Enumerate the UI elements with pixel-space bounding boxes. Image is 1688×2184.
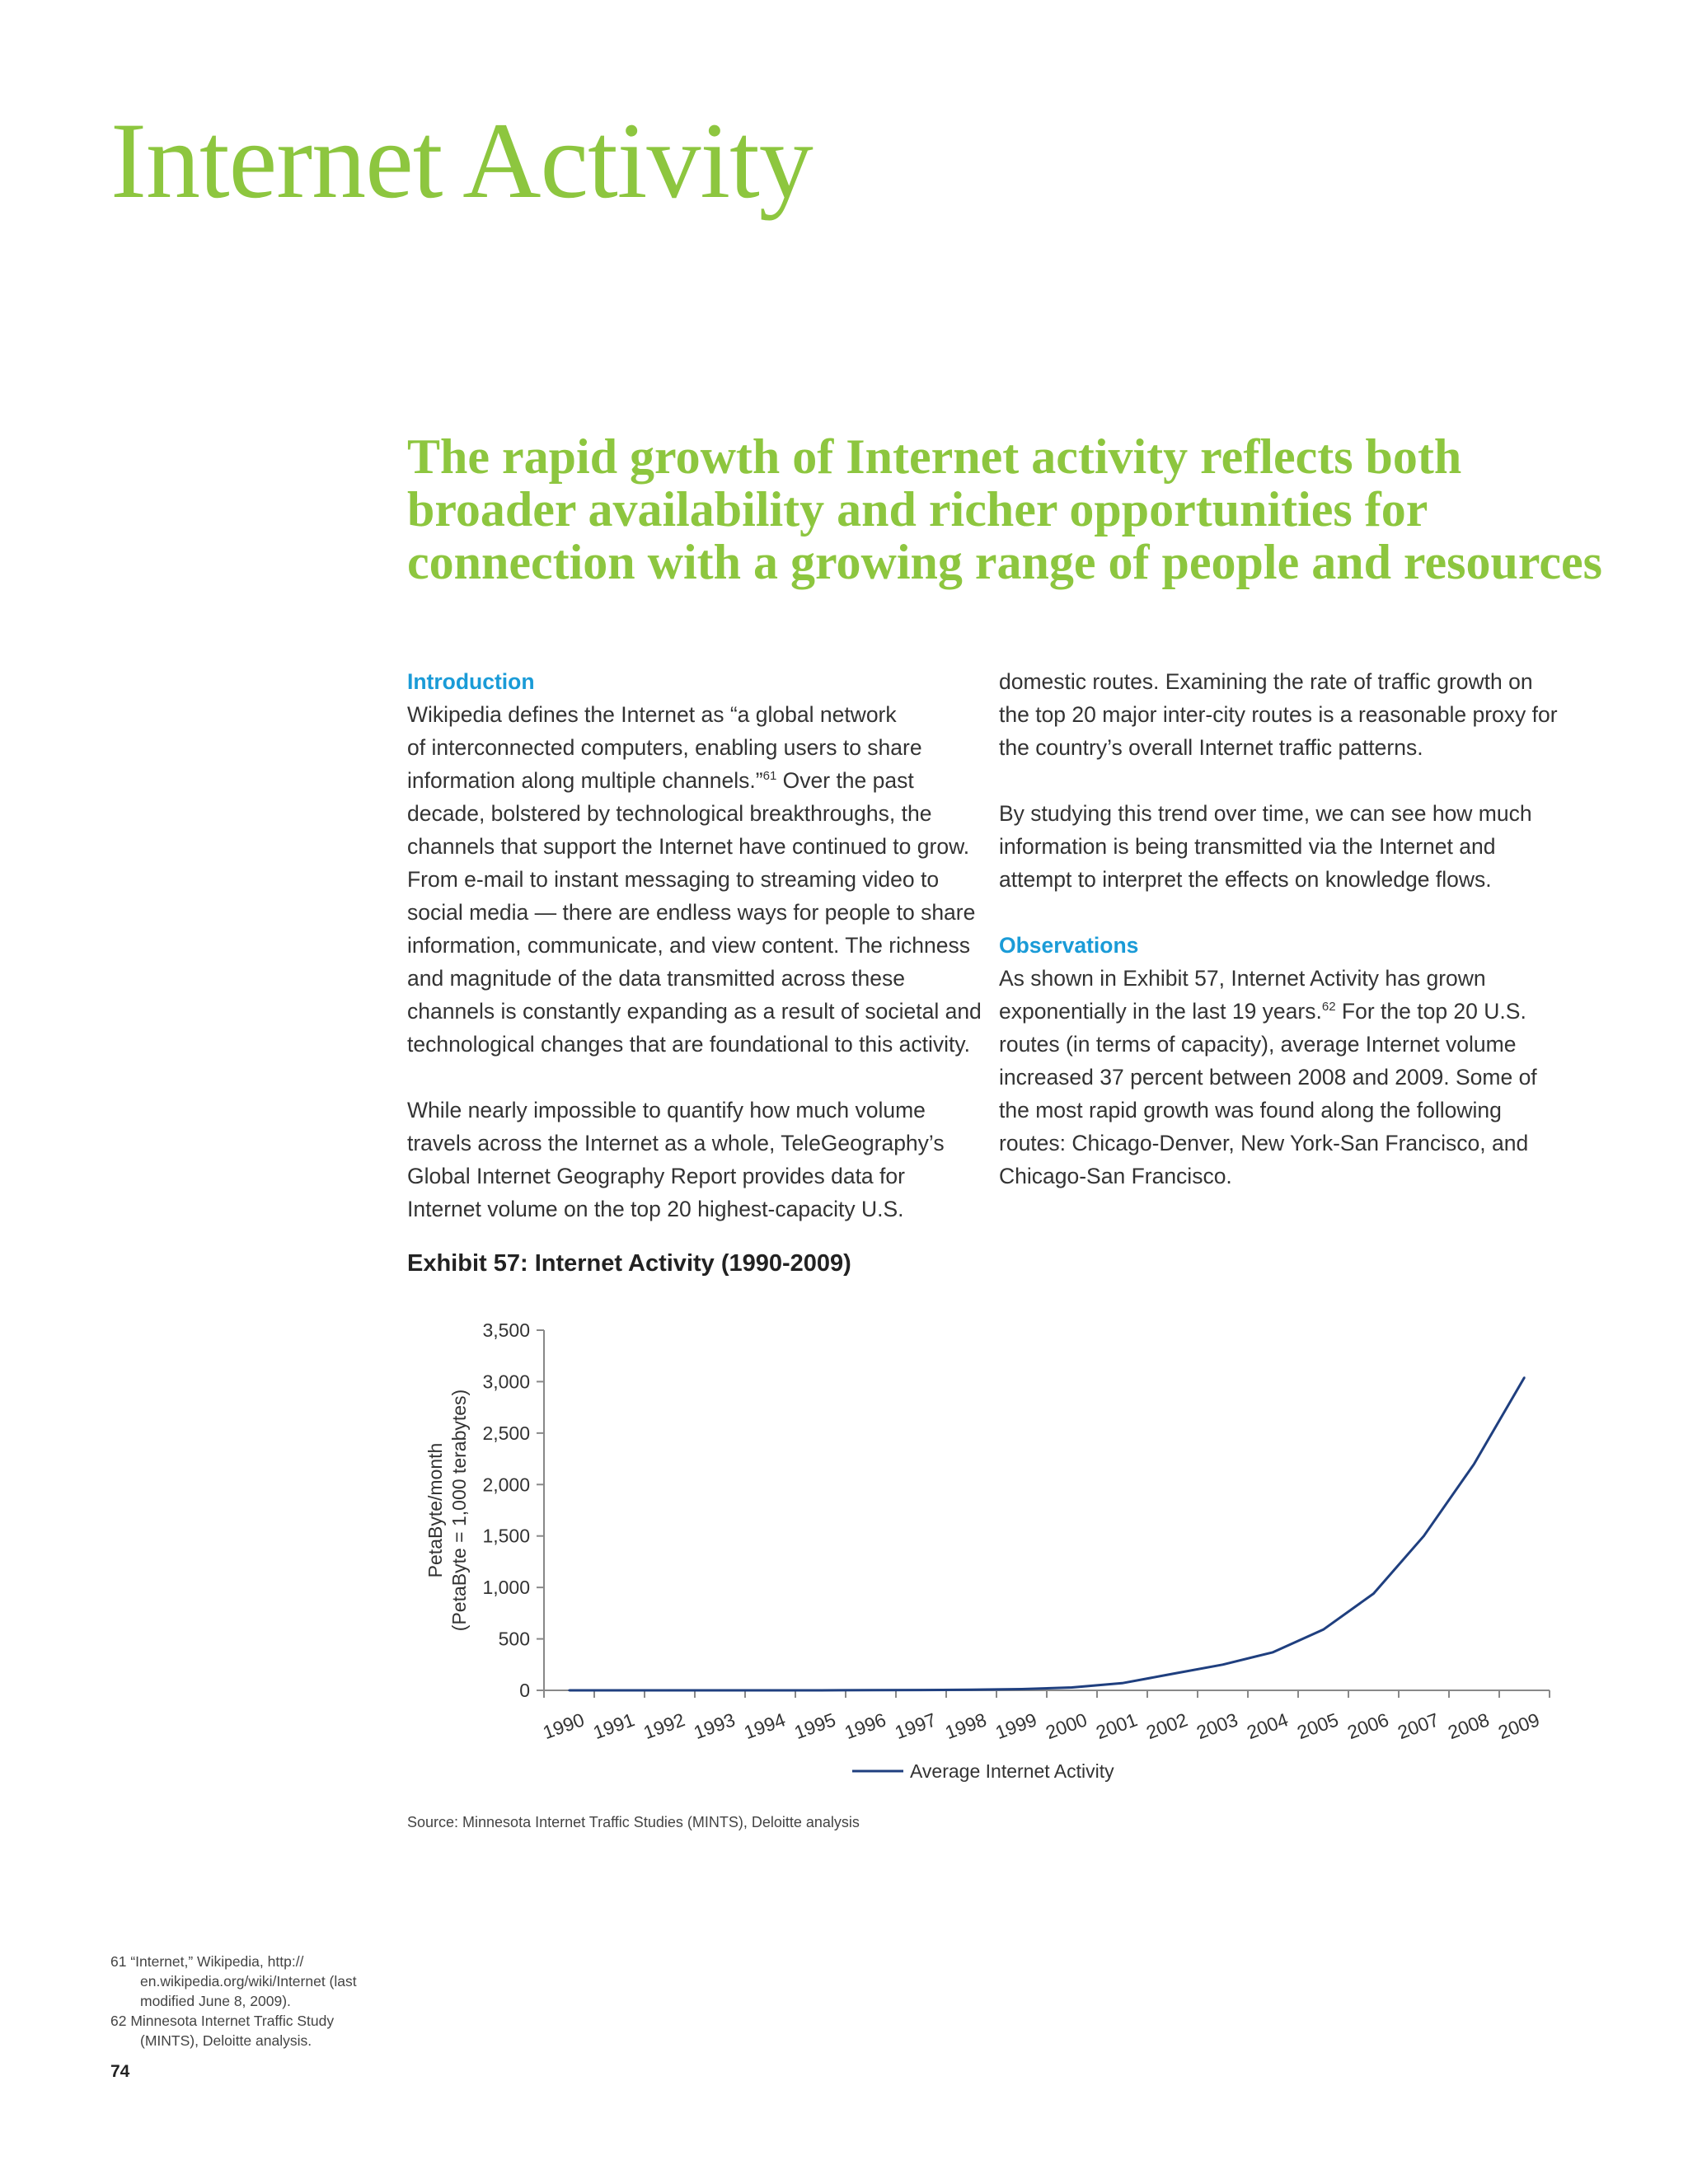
body-line: the country’s overall Internet traffic patterns. xyxy=(999,735,1423,760)
subtitle-line: connection with a growing range of people and resources xyxy=(407,535,1602,589)
body-line: As shown in Exhibit 57, Internet Activity has grown xyxy=(999,966,1486,991)
x-tick-label: 2001 xyxy=(1093,1708,1141,1744)
data-point xyxy=(970,1689,972,1690)
x-tick-label: 1999 xyxy=(992,1708,1040,1744)
data-point xyxy=(819,1690,821,1691)
body-line: social media — there are endless ways for people to share xyxy=(407,900,976,925)
data-point xyxy=(668,1690,670,1691)
body-line: routes: Chicago-Denver, New York-San Francisco, and xyxy=(999,1131,1529,1155)
body-line: increased 37 percent between 2008 and 2009. Some of xyxy=(999,1065,1537,1090)
subtitle-line: broader availability and richer opportunities for xyxy=(407,482,1428,537)
x-tick-label: 2008 xyxy=(1445,1708,1493,1744)
x-tick-label: 1991 xyxy=(590,1708,638,1744)
data-point xyxy=(1473,1463,1475,1465)
body-line: By studying this trend over time, we can see how much xyxy=(999,801,1532,826)
data-point xyxy=(568,1690,570,1691)
subtitle-line: The rapid growth of Internet activity reflects both xyxy=(407,429,1462,484)
footnote-line: en.wikipedia.org/wiki/Internet (last xyxy=(140,1973,357,1990)
footnote-line: 61 “Internet,” Wikipedia, http:// xyxy=(110,1953,304,1970)
body-text: For the top 20 U.S. xyxy=(1335,999,1526,1024)
y-tick-label: 3,000 xyxy=(482,1371,530,1393)
x-tick-label: 1993 xyxy=(691,1708,738,1744)
x-tick-label: 2007 xyxy=(1395,1708,1442,1744)
body-line: Chicago-San Francisco. xyxy=(999,1164,1232,1188)
data-point xyxy=(1020,1688,1022,1690)
y-tick-label: 1,500 xyxy=(482,1525,530,1547)
body-line: technological changes that are foundational to this activity. xyxy=(407,1032,971,1057)
body-line: From e-mail to instant messaging to streaming video to xyxy=(407,867,940,892)
y-tick-label: 500 xyxy=(498,1628,530,1650)
x-tick-label: 2005 xyxy=(1294,1708,1342,1744)
data-point xyxy=(920,1689,921,1690)
body-text: Over the past xyxy=(776,768,914,793)
body-line: travels across the Internet as a whole, TeleGeography’s xyxy=(407,1131,945,1155)
data-point xyxy=(1221,1664,1223,1666)
page-number: 74 xyxy=(110,2062,130,2081)
footnote-ref-61: 61 xyxy=(762,769,777,783)
section-heading-observations: Observations xyxy=(999,933,1139,958)
x-tick-label: 1995 xyxy=(791,1708,839,1744)
body-line: Internet volume on the top 20 highest-capacity U.S. xyxy=(407,1197,904,1221)
data-point xyxy=(618,1690,620,1691)
legend-label: Average Internet Activity xyxy=(910,1760,1114,1782)
x-tick-label: 2003 xyxy=(1193,1708,1241,1744)
x-tick-label: 1996 xyxy=(842,1708,889,1744)
y-tick-label: 3,500 xyxy=(482,1319,530,1341)
body-line: of interconnected computers, enabling users to share xyxy=(407,735,922,760)
body-text: information along multiple channels.” xyxy=(407,768,763,793)
body-line: Wikipedia defines the Internet as “a global network xyxy=(407,702,897,727)
data-point xyxy=(1121,1682,1123,1684)
data-point xyxy=(719,1690,720,1691)
section-heading-introduction: Introduction xyxy=(407,669,535,694)
body-line: the top 20 major inter-city routes is a reasonable proxy for xyxy=(999,702,1558,727)
data-point xyxy=(1322,1629,1324,1630)
data-point xyxy=(1423,1535,1424,1537)
page-title: Internet Activity xyxy=(110,100,813,221)
series-line-average-internet-activity xyxy=(570,1377,1525,1690)
body-line: attempt to interpret the effects on knowledge flows. xyxy=(999,867,1492,892)
y-axis-label-line: (PetaByte = 1,000 terabytes) xyxy=(448,1389,470,1632)
x-tick-label: 1994 xyxy=(741,1708,789,1744)
y-tick-label: 1,000 xyxy=(482,1577,530,1599)
body-line: information is being transmitted via the Internet and xyxy=(999,834,1496,859)
x-tick-label: 1990 xyxy=(540,1708,588,1744)
x-tick-label: 1998 xyxy=(942,1708,990,1744)
x-tick-label: 2009 xyxy=(1495,1708,1543,1744)
y-tick-label: 0 xyxy=(519,1680,530,1701)
footnote-line: 62 Minnesota Internet Traffic Study xyxy=(110,2013,335,2029)
y-axis-label xyxy=(424,1390,470,1631)
data-point xyxy=(1171,1673,1173,1675)
body-line: the most rapid growth was found along the following xyxy=(999,1098,1502,1122)
footnote-line: (MINTS), Deloitte analysis. xyxy=(140,2032,312,2049)
data-point xyxy=(1071,1686,1072,1688)
exhibit-title: Exhibit 57: Internet Activity (1990-2009) xyxy=(407,1250,851,1277)
body-line: While nearly impossible to quantify how much volume xyxy=(407,1098,926,1122)
body-line: Global Internet Geography Report provides data for xyxy=(407,1164,905,1188)
data-point xyxy=(1523,1376,1525,1378)
x-tick-label: 2002 xyxy=(1143,1708,1191,1744)
body-line: decade, bolstered by technological breakthroughs, the xyxy=(407,801,932,826)
x-tick-label: 2006 xyxy=(1344,1708,1392,1744)
footnote-line: modified June 8, 2009). xyxy=(140,1993,291,2009)
y-axis-label-line: PetaByte/month xyxy=(424,1442,446,1578)
x-tick-label: 2004 xyxy=(1244,1708,1292,1744)
body-line: channels that support the Internet have continued to grow. xyxy=(407,834,970,859)
chart-source: Source: Minnesota Internet Traffic Studies (MINTS), Deloitte analysis xyxy=(407,1814,860,1830)
body-line: information, communicate, and view content. The richness xyxy=(407,933,970,958)
body-line: channels is constantly expanding as a result of societal and xyxy=(407,999,982,1024)
x-tick-label: 2000 xyxy=(1043,1708,1090,1744)
body-text: exponentially in the last 19 years. xyxy=(999,999,1322,1024)
data-point xyxy=(1272,1652,1273,1653)
footnote-ref-62: 62 xyxy=(1321,1000,1336,1014)
data-point xyxy=(870,1690,871,1691)
y-tick-label: 2,000 xyxy=(482,1474,530,1496)
body-line: domestic routes. Examining the rate of traffic growth on xyxy=(999,669,1533,694)
x-tick-label: 1992 xyxy=(640,1708,688,1744)
footnotes xyxy=(110,1952,357,2050)
y-tick-label: 2,500 xyxy=(482,1422,530,1444)
data-point xyxy=(1372,1592,1374,1594)
body-line: routes (in terms of capacity), average Internet volume xyxy=(999,1032,1517,1057)
body-line: and magnitude of the data transmitted across these xyxy=(407,966,905,991)
data-point xyxy=(769,1690,771,1691)
x-tick-label: 1997 xyxy=(892,1708,940,1744)
